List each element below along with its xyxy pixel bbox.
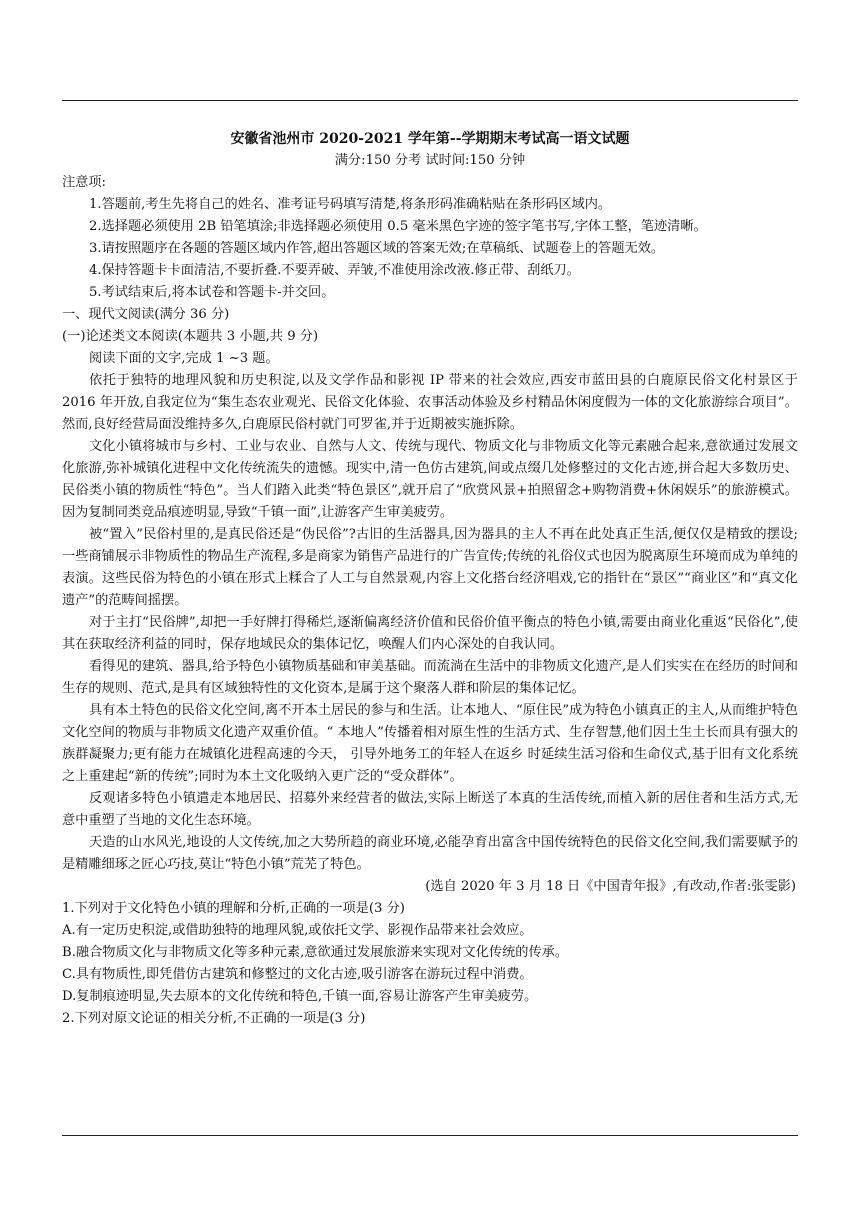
reading-instruction: 阅读下面的文字,完成 1 ~3 题。 (89, 351, 279, 366)
passage-paragraph: 文化小镇将城市与乡村、工业与农业、自然与人文、传统与现代、物质文化与非物质文化等元素融合起来,意欲通过发展文化旅游,弥补城镇化进程中文化传统流失的遗憾。现实中,清一色仿古建筑,间或点缀几处修整过的文化古迹,拼合起大多数历史、民俗类小镇的物质性“特色”。当人们踏入此类“特色景区”,就开启了“欣赏风景+拍照留念+购物消费+休闲娱乐”的旅游模式。因为复制同类竞品痕迹明显,导致“千镇一面”,让游客产生审美疲劳。 (62, 439, 798, 520)
question-1-option-d: D.复制痕迹明显,失去原本的文化传统和特色,千镇一面,容易让游客产生审美疲劳。 (62, 989, 538, 1004)
section-heading: 一、现代文阅读(满分 36 分) (62, 307, 230, 322)
note-item: 5.考试结束后,将本试卷和答题卡-并交回。 (89, 285, 335, 300)
exam-title: 安徽省池州市 2020-2021 学年第--学期期末考试高一语文试题 (230, 131, 630, 147)
note-item: 2.选择题必须使用 2B 铅笔填涂;非选择题必须使用 0.5 毫米黑色字迹的签字笔书写,字体工整，笔迹清晰。 (89, 219, 707, 234)
passage-paragraph: 天造的山水风光,地设的人文传统,加之大势所趋的商业环境,必能孕育出富含中国传统特色的民俗文化空间,我们需要赋予的是精雕细琢之匠心巧技,莫让“特色小镇”荒芜了特色。 (62, 835, 798, 872)
section-subheading: (一)论述类文本阅读(本题共 3 小题,共 9 分) (62, 329, 319, 344)
question-1-option-a: A.有一定历史积淀,或借助独特的地理风貌,或依托文学、影视作品带来社会效应。 (62, 923, 533, 938)
exam-page (62, 128, 798, 1030)
bottom-rule (62, 1135, 798, 1136)
passage-paragraph: 依托于独特的地理风貌和历史积淀,以及文学作品和影视 IP 带来的社会效应,西安市蓝田县的白鹿原民俗文化村景区于 2016 年开放,自我定位为“集生态农业观光、民俗文化体验、农事活动体验及乡村精品休闲度假为一体的文化旅游综合项目”。然而,良好经营局面没维持多久,白鹿原民俗村就门可罗雀,并于近期被实施拆除。 (62, 373, 798, 432)
passage-paragraph: 具有本土特色的民俗文化空间,离不开本土居民的参与和生活。让本地人、“原住民”成为特色小镇真正的主人,从而维护特色文化空间的物质与非物质文化遗产双重价值。“ 本地人”传播着相对原生性的生活方式、生存智慧,他们因土生土长而具有强大的族群凝聚力;更有能力在城镇化进程高速的今天， 引导外地务工的年轻人在返乡 时延续生活习俗和生命仪式,基于旧有文化系统之上重建起“新的传统”;同时为本土文化吸纳入更广泛的“受众群体”。 (62, 703, 798, 784)
passage-paragraph: 看得见的建筑、器具,给予特色小镇物质基础和审美基础。而流淌在生活中的非物质文化遗产,是人们实实在在经历的时间和生存的规则、范式,是具有区域独特性的文化资本,是属于这个聚落人群和阶层的集体记忆。 (62, 659, 798, 696)
question-1-option-b: B.融合物质文化与非物质文化等多种元素,意欲通过发展旅游来实现对文化传统的传承。 (62, 945, 569, 960)
note-item: 3.请按照题序在各题的答题区域内作答,超出答题区域的答案无效;在草稿纸、试题卷上的答题无效。 (89, 241, 665, 256)
question-1-option-c: C.具有物质性,即凭借仿古建筑和修整过的文化古迹,吸引游客在游玩过程中消费。 (62, 967, 533, 982)
question-1-stem: 1.下列对于文化特色小镇的理解和分析,正确的一项是(3 分) (62, 901, 405, 916)
note-item: 1.答题前,考生先将自己的姓名、准考证号码填写清楚,将条形码准确粘贴在条形码区域内。 (89, 197, 612, 212)
passage-paragraph: 反观诸多特色小镇遣走本地居民、招募外来经营者的做法,实际上断送了本真的生活传统,而植入新的居住者和生活方式,无意中重塑了当地的文化生态环境。 (62, 791, 798, 828)
note-item: 4.保持答题卡卡面清洁,不要折叠.不要弄破、弄皱,不准使用涂改液.修正带、刮纸刀。 (89, 263, 580, 278)
question-2-stem: 2.下列对原文论证的相关分析,不正确的一项是(3 分) (62, 1011, 366, 1026)
passage-source: (选自 2020 年 3 月 18 日《中国青年报》,有改动,作者:张雯影) (425, 879, 796, 894)
notes-heading: 注意项: (62, 175, 107, 190)
passage-paragraph: 被“置入”民俗村里的,是真民俗还是“伪民俗”?古旧的生活器具,因为器具的主人不再在此处真正生活,便仅仅是精致的摆设;一些商铺展示非物质性的物品生产流程,多是商家为销售产品进行的广告宣传;传统的礼俗仪式也因为脱离原生环境而成为单纯的表演。这些民俗为特色的小镇在形式上糅合了人工与自然景观,内容上文化搭台经济唱戏,它的指针在“景区”“商业区”和“真文化遗产”的范畴间摇摆。 (62, 527, 798, 608)
exam-subtitle: 满分:150 分考 试时间:150 分钟 (334, 153, 526, 168)
passage-paragraph: 对于主打“民俗牌”,却把一手好牌打得稀烂,逐渐偏离经济价值和民俗价值平衡点的特色小镇,需要由商业化重返“民俗化”,使其在获取经济利益的同时，保存地域民众的集体记忆，唤醒人们内心深处的自我认同。 (62, 615, 798, 652)
top-rule (62, 100, 798, 101)
